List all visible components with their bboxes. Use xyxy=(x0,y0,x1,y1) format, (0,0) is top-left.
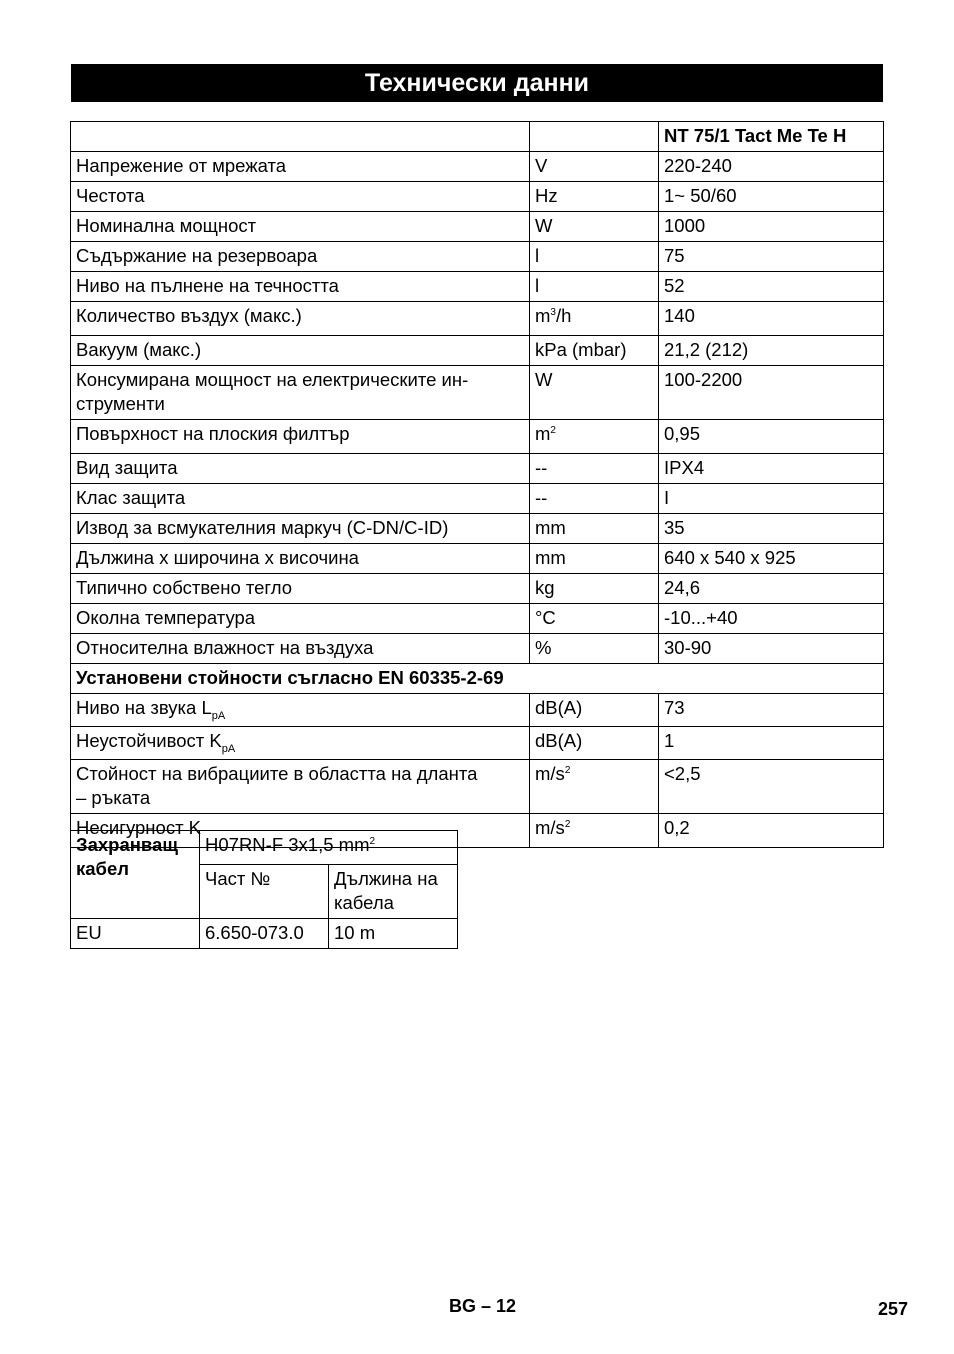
table-row xyxy=(71,484,884,514)
row-unit: Hz xyxy=(530,182,659,212)
footer-page-number: 257 xyxy=(878,1299,909,1319)
row-value: 24,6 xyxy=(659,574,884,604)
row-value: 1000 xyxy=(659,212,884,242)
unit-superscript: 3 xyxy=(550,307,556,318)
label-line: Захранващ xyxy=(76,834,178,855)
unit-base: m xyxy=(535,305,551,326)
row-value: 21,2 (212) xyxy=(659,336,884,366)
row-label xyxy=(71,694,530,727)
technical-data-table xyxy=(70,121,884,848)
cable-region: EU xyxy=(71,919,200,949)
table-row xyxy=(71,760,884,814)
row-label: Околна температура xyxy=(71,604,530,634)
unit-superscript: 2 xyxy=(564,819,571,830)
table-row xyxy=(71,366,884,420)
cable-type-superscript: 2 xyxy=(369,836,376,847)
cable-length: 10 m xyxy=(329,919,458,949)
header-empty-cell xyxy=(71,122,530,152)
table-row xyxy=(71,212,884,242)
row-label: Повърхност на плоския филтър xyxy=(71,420,530,454)
row-unit: l xyxy=(530,242,659,272)
row-label: Ниво на пълнене на течността xyxy=(71,272,530,302)
row-value: 1~ 50/60 xyxy=(659,182,884,212)
label-line: кабел xyxy=(76,858,130,879)
unit-base: m/s xyxy=(535,817,565,838)
label-subscript: pA xyxy=(221,743,236,755)
table-row xyxy=(71,242,884,272)
row-value: 0,2 xyxy=(659,814,884,848)
row-value: 220-240 xyxy=(659,152,884,182)
header-empty-cell xyxy=(530,122,659,152)
label-line: струменти xyxy=(76,393,165,414)
row-unit: % xyxy=(530,634,659,664)
row-label: Типично собствено тегло xyxy=(71,574,530,604)
label-text: Неустойчивост K xyxy=(76,730,222,751)
cable-length-header xyxy=(329,865,458,919)
cable-label xyxy=(71,831,200,919)
table-row xyxy=(71,302,884,336)
row-label xyxy=(71,760,530,814)
row-unit: W xyxy=(530,212,659,242)
unit-base: m xyxy=(535,423,551,444)
row-unit xyxy=(530,814,659,848)
row-value: 140 xyxy=(659,302,884,336)
section-header: Установени стойности съгласно EN 60335-2-69 xyxy=(71,664,884,694)
power-cable-table xyxy=(70,830,458,949)
row-unit xyxy=(530,760,659,814)
label-subscript: pA xyxy=(211,710,226,722)
row-value: 30-90 xyxy=(659,634,884,664)
label-line: Дължина на xyxy=(334,868,438,889)
table-row xyxy=(71,182,884,212)
row-value: 35 xyxy=(659,514,884,544)
row-value: 0,95 xyxy=(659,420,884,454)
cable-part-number: 6.650-073.0 xyxy=(200,919,329,949)
cable-data-row xyxy=(71,919,458,949)
row-value: IPX4 xyxy=(659,454,884,484)
page-title: Технически данни xyxy=(71,64,883,102)
table-row xyxy=(71,544,884,574)
row-value: -10...+40 xyxy=(659,604,884,634)
row-label xyxy=(71,727,530,760)
row-label: Извод за всмукателния маркуч (C-DN/C-ID) xyxy=(71,514,530,544)
row-unit: kPa (mbar) xyxy=(530,336,659,366)
cable-type xyxy=(200,831,458,865)
unit-tail: /h xyxy=(555,305,572,326)
row-label: Вид защита xyxy=(71,454,530,484)
row-unit: -- xyxy=(530,484,659,514)
row-unit xyxy=(530,420,659,454)
table-row xyxy=(71,634,884,664)
footer-section-code: BG – 12 xyxy=(449,1296,517,1316)
row-label: Честота xyxy=(71,182,530,212)
row-unit: dB(A) xyxy=(530,727,659,760)
row-value: 100-2200 xyxy=(659,366,884,420)
unit-superscript: 2 xyxy=(564,765,571,776)
unit-superscript: 2 xyxy=(550,425,556,436)
row-unit: mm xyxy=(530,514,659,544)
label-line: кабела xyxy=(334,892,394,913)
label-line: Консумирана мощност на електрическите ин- xyxy=(76,369,469,390)
unit-base: m/s xyxy=(535,763,565,784)
row-label xyxy=(71,366,530,420)
table-header-row xyxy=(71,122,884,152)
table-row xyxy=(71,514,884,544)
row-value: 75 xyxy=(659,242,884,272)
row-value: 73 xyxy=(659,694,884,727)
row-unit: W xyxy=(530,366,659,420)
cable-type-text: H07RN-F 3x1,5 mm xyxy=(205,834,370,855)
row-label: Дължина x широчина x височина xyxy=(71,544,530,574)
table-row xyxy=(71,336,884,366)
table-row xyxy=(71,454,884,484)
row-value: I xyxy=(659,484,884,514)
row-label: Несигурност K xyxy=(71,814,530,848)
label-line: – ръката xyxy=(76,787,151,808)
row-value: <2,5 xyxy=(659,760,884,814)
row-value: 1 xyxy=(659,727,884,760)
row-unit: V xyxy=(530,152,659,182)
row-label: Клас защита xyxy=(71,484,530,514)
row-unit: mm xyxy=(530,544,659,574)
row-unit: °C xyxy=(530,604,659,634)
row-value: 52 xyxy=(659,272,884,302)
row-label: Относителна влажност на въздуха xyxy=(71,634,530,664)
row-label: Напрежение от мрежата xyxy=(71,152,530,182)
cable-row xyxy=(71,831,458,865)
table-row xyxy=(71,727,884,760)
label-text: Ниво на звука L xyxy=(76,697,212,718)
row-unit: kg xyxy=(530,574,659,604)
table-row xyxy=(71,604,884,634)
row-unit: -- xyxy=(530,454,659,484)
row-unit: dB(A) xyxy=(530,694,659,727)
row-unit: l xyxy=(530,272,659,302)
row-label: Съдържание на резервоара xyxy=(71,242,530,272)
part-number-header: Част № xyxy=(200,865,329,919)
model-header: NT 75/1 Tact Me Te H xyxy=(659,122,884,152)
row-value: 640 x 540 x 925 xyxy=(659,544,884,574)
label-line: Стойност на вибрациите в областта на дланта xyxy=(76,763,478,784)
table-row xyxy=(71,574,884,604)
table-row xyxy=(71,152,884,182)
table-row xyxy=(71,272,884,302)
table-row xyxy=(71,694,884,727)
row-label: Вакуум (макс.) xyxy=(71,336,530,366)
table-row xyxy=(71,420,884,454)
row-label: Номинална мощност xyxy=(71,212,530,242)
row-label: Количество въздух (макс.) xyxy=(71,302,530,336)
row-unit xyxy=(530,302,659,336)
section-header-row xyxy=(71,664,884,694)
